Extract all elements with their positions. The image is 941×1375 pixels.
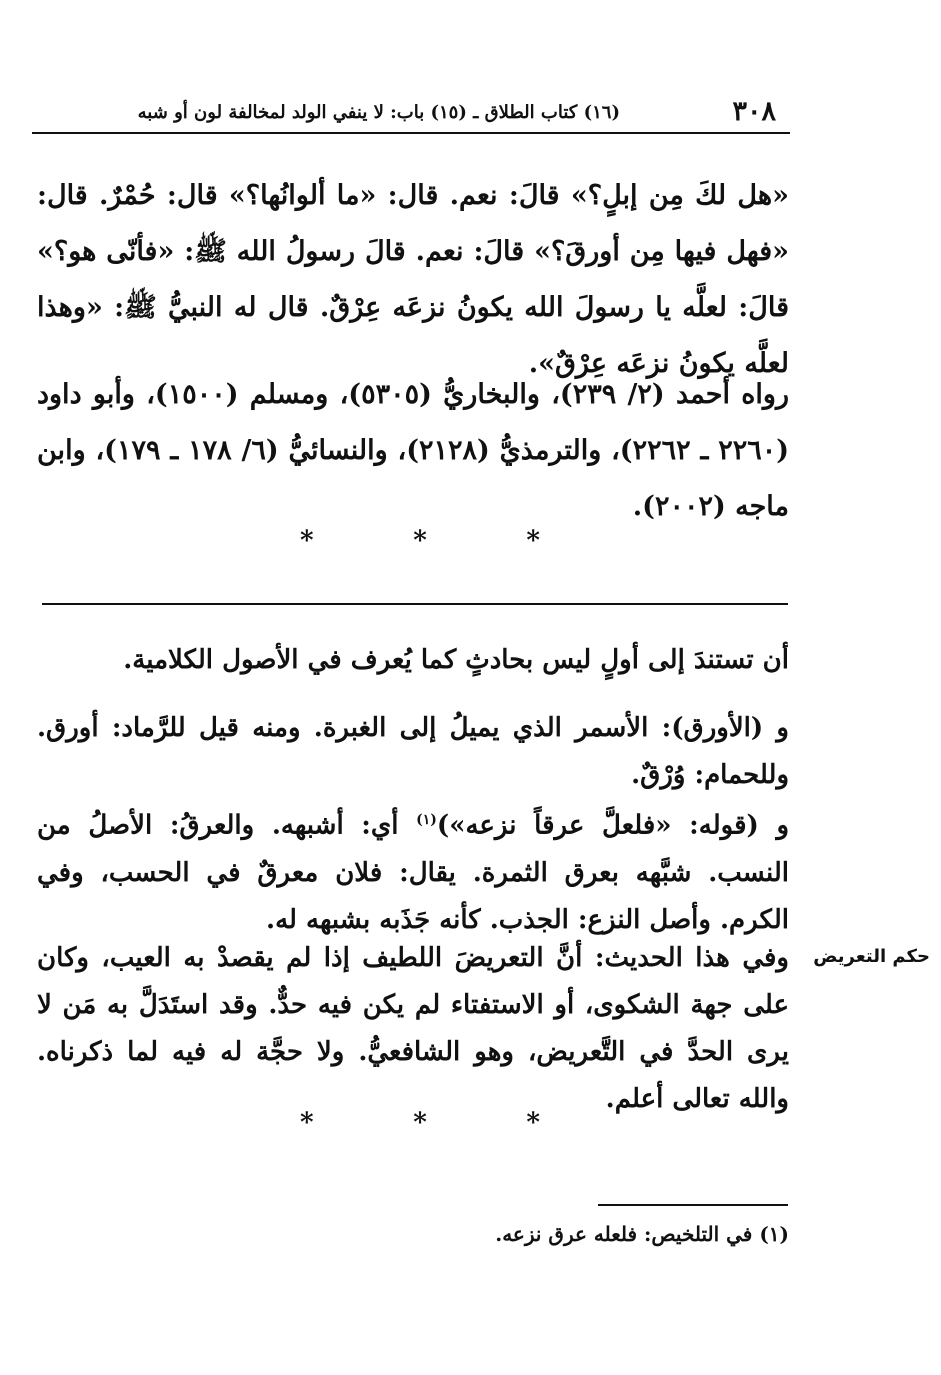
separator-star: * bbox=[526, 526, 540, 556]
separator-star: * bbox=[526, 1108, 540, 1138]
running-title: (١٦) كتاب الطلاق ـ (١٥) باب: لا ينفي الولد لمخالفة لون أو شبه bbox=[137, 102, 620, 123]
running-header bbox=[32, 92, 790, 134]
separator-star: * bbox=[300, 1108, 314, 1138]
commentary-paragraph bbox=[37, 797, 789, 944]
text-divider bbox=[42, 603, 788, 605]
margin-heading: حكم التعريض bbox=[813, 946, 930, 967]
section-separator bbox=[300, 526, 540, 556]
commentary-paragraph: وفي هذا الحديث: أنَّ التعريضَ اللطيف إذا لم يقصدْ به العيب، وكان على جهة الشكوى، أو الاستفتاء لم يكن فيه حدٌّ. وقد استَدَلَّ به مَن لا يرى الحدَّ في التَّعريض، وهو الشافعيُّ. ولا حجَّة له فيه لما ذكرناه. والله تعالى أعلم. bbox=[37, 943, 789, 1114]
riwaya-paragraph: رواه أحمد (٢/ ٢٣٩)، والبخاريُّ (٥٣٠٥)، ومسلم (١٥٠٠)، وأبو داود (٢٢٦٠ ـ ٢٢٦٢)، والترمذيُّ (٢١٢٨)، والنسائيُّ (٦/ ١٧٨ ـ ١٧٩)، وابن ماجه (٢٠٠٢). bbox=[37, 379, 790, 522]
commentary-quote: و (قوله: «فلعلَّ عرقاً نزعه») bbox=[436, 810, 789, 841]
commentary-paragraph: أن تستندَ إلى أولٍ ليس بحادثٍ كما يُعرف في الأصول الكلامية. bbox=[123, 645, 789, 675]
footnote: (١) في التلخيص: فلعله عرق نزعه. bbox=[495, 1222, 789, 1246]
separator-star: * bbox=[413, 1108, 427, 1138]
commentary-text: أي: أشبهه. والعرقُ: الأصلُ من النسب. شبَّهه بعرق الثمرة. يقال: فلان معرقٌ في الحسب، وفي الكرم. وأصل النزع: الجذب. كأنه جَذَبه بشبهه له. bbox=[37, 810, 789, 935]
footnote-reference[interactable]: (١) bbox=[416, 812, 437, 828]
page-number: ٣٠٨ bbox=[732, 96, 776, 127]
separator-star: * bbox=[300, 526, 314, 556]
footnote-divider bbox=[598, 1204, 788, 1206]
separator-star: * bbox=[413, 526, 427, 556]
section-separator bbox=[300, 1108, 540, 1138]
commentary-paragraph: و (الأورق): الأسمر الذي يميلُ إلى الغبرة. ومنه قيل للرَّماد: أورق. وللحمام: وُرْقٌ. bbox=[37, 713, 789, 790]
hadith-paragraph: «هل لكَ مِن إبلٍ؟» قالَ: نعم. قال: «ما ألوانُها؟» قال: حُمْرٌ. قال: «فهل فيها مِن أورقَ؟» قالَ: نعم. قالَ رسولُ الله ﷺ: «فأنّى هو؟» قالَ: لعلَّه يا رسولَ الله يكونُ نزعَه عِرْقٌ. قال له النبيُّ ﷺ: «وهذا لعلَّه يكونُ نزعَه عِرْقٌ». bbox=[37, 180, 789, 379]
